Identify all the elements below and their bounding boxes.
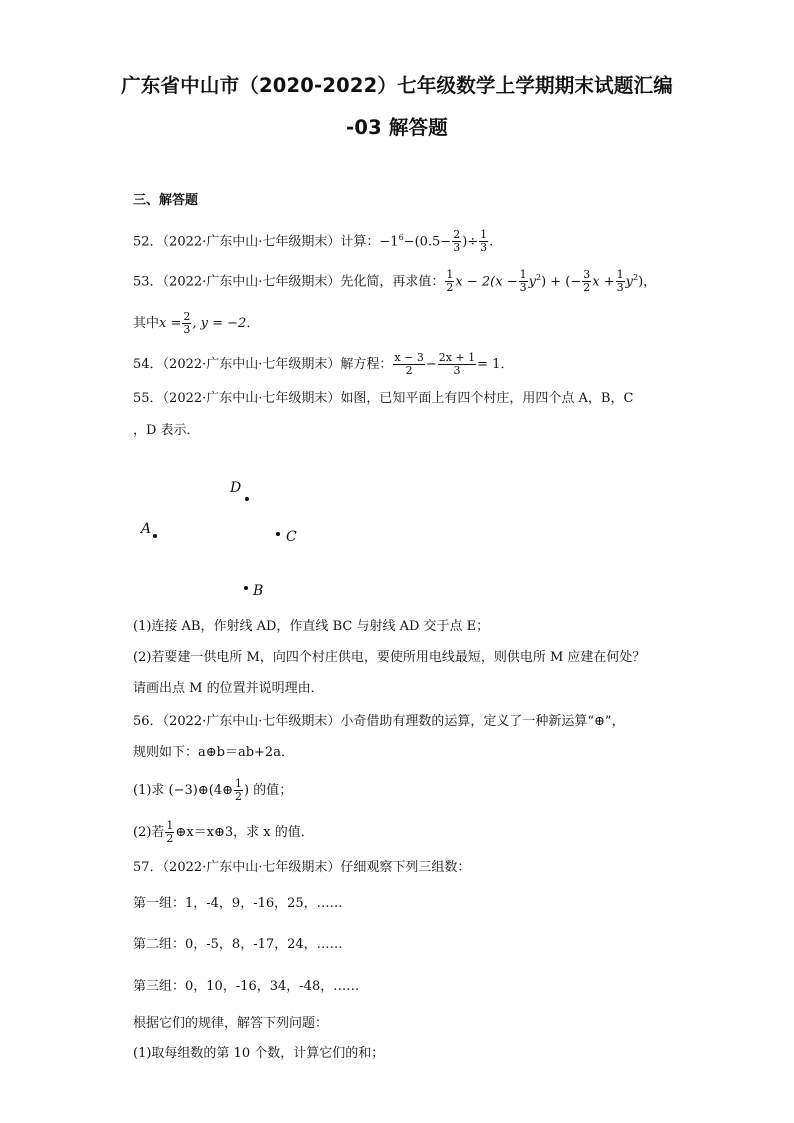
question-57-group2: 第二组：0，-5，8，-17，24，…… — [133, 937, 343, 952]
question-56-line1: 56．（2022·广东中山·七年级期末）小奇借助有理数的运算，定义了一种新运算“⊕”， — [133, 714, 625, 729]
point-c-dot — [276, 532, 280, 536]
q54-fraction-1: $\frac{x - 3}{2}$ — [394, 351, 424, 377]
question-55-sub2: (2)若要建一供电所 M，向四个村庄供电，要使所用电线最短，则供电所 M 应建在何处？ — [133, 650, 646, 665]
q52-fraction-1: $\frac{2}{3}$ — [453, 228, 461, 255]
q52-expr-b: −(0.5− — [403, 234, 452, 250]
question-56-sub2: (2)若 $\frac{1}{2}$ ⊕x＝x⊕3，求 x 的值． — [133, 819, 314, 845]
question-55-line2: ，D 表示． — [133, 423, 200, 438]
question-55-line1: 55．（2022·广东中山·七年级期末）如图，已知平面上有四个村庄，用四个点 A，B，C — [133, 391, 634, 406]
question-53: 53．（2022·广东中山·七年级期末）先化简，再求值： $\frac{1}{2}$ x − 2(x − $\frac{1}{3}$ $y^2$) + (− $\frac{3}{2}$ x + $\frac{1}{3}$ $y^2$)， — [133, 268, 657, 295]
q53-prefix: 53．（2022·广东中山·七年级期末）先化简，再求值： — [133, 274, 445, 290]
point-d-dot — [245, 497, 249, 501]
question-56-line2: 规则如下：a⊕b＝ab+2a． — [133, 745, 294, 760]
question-57-sub1: (1)取每组数的第 10 个数，计算它们的和； — [133, 1046, 385, 1061]
document-title-line2: -03 解答题 — [346, 116, 448, 139]
q53-fraction-4: $\frac{1}{3}$ — [616, 268, 624, 295]
question-55-sub1: (1)连接 AB，作射线 AD，作直线 BC 与射线 AD 交于点 E； — [133, 619, 490, 634]
point-label-a: A — [141, 521, 152, 537]
q56-sub1-fraction: $\frac{1}{2}$ — [234, 777, 242, 803]
q56-sub2-fraction: $\frac{1}{2}$ — [166, 819, 174, 845]
q53-condition-fraction: $\frac{2}{3}$ — [183, 310, 191, 336]
question-56-sub1: (1)求 (−3)⊕(4⊕ $\frac{1}{2}$ ) 的值； — [133, 777, 293, 803]
question-57-group3: 第三组：0，10，-16，34，-48，…… — [133, 979, 360, 994]
q53-fraction-2: $\frac{1}{3}$ — [519, 268, 527, 295]
question-54: 54．（2022·广东中山·七年级期末）解方程： $\frac{x - 3}{2}$ − $\frac{2x + 1}{3}$ = 1． — [133, 351, 514, 377]
point-a-dot — [153, 534, 157, 538]
q52-exponent: 6 — [398, 233, 404, 242]
q53-fraction-3: $\frac{3}{2}$ — [583, 268, 591, 295]
point-label-c: C — [286, 529, 297, 545]
q52-prefix: 52．（2022·广东中山·七年级期末）计算： — [133, 234, 380, 250]
point-label-d: D — [230, 480, 242, 496]
point-label-b: B — [253, 583, 264, 599]
question-52: 52．（2022·广东中山·七年级期末）计算：$-1^6-(0.5-$ $\frac{2}{3}$ )÷ $\frac{1}{3}$ . — [133, 228, 494, 255]
question-57-instruction: 根据它们的规律，解答下列问题： — [133, 1016, 329, 1031]
question-57-group1: 第一组：1，-4，9，-16，25，…… — [133, 896, 343, 911]
q52-fraction-2: $\frac{1}{3}$ — [480, 228, 488, 255]
q52-expr-c: )÷ — [462, 234, 479, 250]
q52-expr-a: −1 — [379, 234, 399, 250]
document-title-line1: 广东省中山市（2020-2022）七年级数学上学期期末试题汇编 — [121, 74, 673, 97]
q54-prefix: 54．（2022·广东中山·七年级期末）解方程： — [133, 357, 393, 372]
q54-fraction-2: $\frac{2x + 1}{3}$ — [438, 351, 476, 377]
question-55-sub2-cont: 请画出点 M 的位置并说明理由． — [133, 681, 324, 696]
question-57-line1: 57．（2022·广东中山·七年级期末）仔细观察下列三组数： — [133, 860, 471, 875]
question-53-condition: 其中x = $\frac{2}{3}$ , y = −2． — [133, 310, 260, 336]
point-b-dot — [244, 586, 248, 590]
section-heading: 三、解答题 — [133, 193, 199, 208]
q53-fraction-1: $\frac{1}{2}$ — [446, 268, 454, 295]
